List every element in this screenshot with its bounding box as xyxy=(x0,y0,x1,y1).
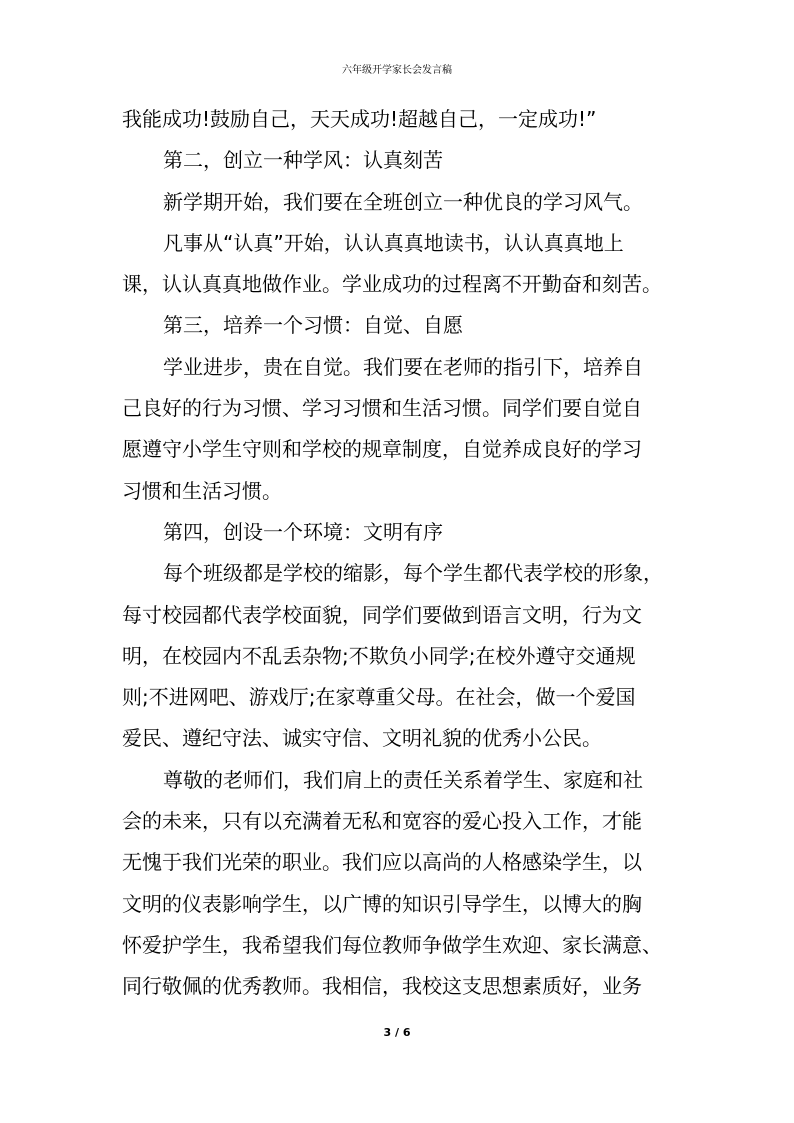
section-heading: 第四，创设一个环境：文明有序 xyxy=(163,519,443,544)
text-line: 每寸校园都代表学校面貌，同学们要做到语言文明，行为文 xyxy=(122,602,642,627)
text-line: 每个班级都是学校的缩影，每个学生都代表学校的形象， xyxy=(163,561,663,586)
text-line: 凡事从“认真”开始，认认真真地读书，认认真真地上 xyxy=(163,230,624,255)
text-line: 尊敬的老师们，我们肩上的责任关系着学生、家庭和社 xyxy=(163,767,643,792)
text-line: 学业进步，贵在自觉。我们要在老师的指引下，培养自 xyxy=(163,354,643,379)
section-heading: 第二，创立一种学风：认真刻苦 xyxy=(163,148,443,173)
text-line: 习惯和生活习惯。 xyxy=(122,478,282,503)
text-line: 文明的仪表影响学生，以广博的知识引导学生，以博大的胸 xyxy=(122,891,642,916)
page-number: 3 / 6 xyxy=(383,1026,411,1039)
text-line: 无愧于我们光荣的职业。我们应以高尚的人格感染学生，以 xyxy=(122,850,642,875)
text-line: 怀爱护学生，我希望我们每位教师争做学生欢迎、家长满意、 xyxy=(122,932,662,957)
text-line: 爱民、遵纪守法、诚实守信、文明礼貌的优秀小公民。 xyxy=(122,726,602,751)
text-line: 明，在校园内不乱丢杂物;不欺负小同学;在校外遵守交通规 xyxy=(122,643,636,668)
text-line: 我能成功!鼓励自己，天天成功!超越自己，一定成功!” xyxy=(122,107,597,131)
text-line: 同行敬佩的优秀教师。我相信，我校这支思想素质好，业务 xyxy=(122,974,642,999)
text-line: 课，认认真真地做作业。学业成功的过程离不开勤奋和刻苦。 xyxy=(122,272,662,297)
text-line: 新学期开始，我们要在全班创立一种优良的学习风气。 xyxy=(163,189,643,214)
page-header: 六年级开学家长会发言稿 xyxy=(342,65,452,76)
text-line: 己良好的行为习惯、学习习惯和生活习惯。同学们要自觉自 xyxy=(122,396,642,421)
text-line: 愿遵守小学生守则和学校的规章制度，自觉养成良好的学习 xyxy=(122,437,642,462)
text-line: 会的未来，只有以充满着无私和宽容的爱心投入工作，才能 xyxy=(122,809,642,834)
text-line: 则;不进网吧、游戏厅;在家尊重父母。在社会，做一个爱国 xyxy=(122,685,636,710)
body-text xyxy=(122,99,674,1008)
section-heading: 第三，培养一个习惯：自觉、自愿 xyxy=(163,313,463,338)
